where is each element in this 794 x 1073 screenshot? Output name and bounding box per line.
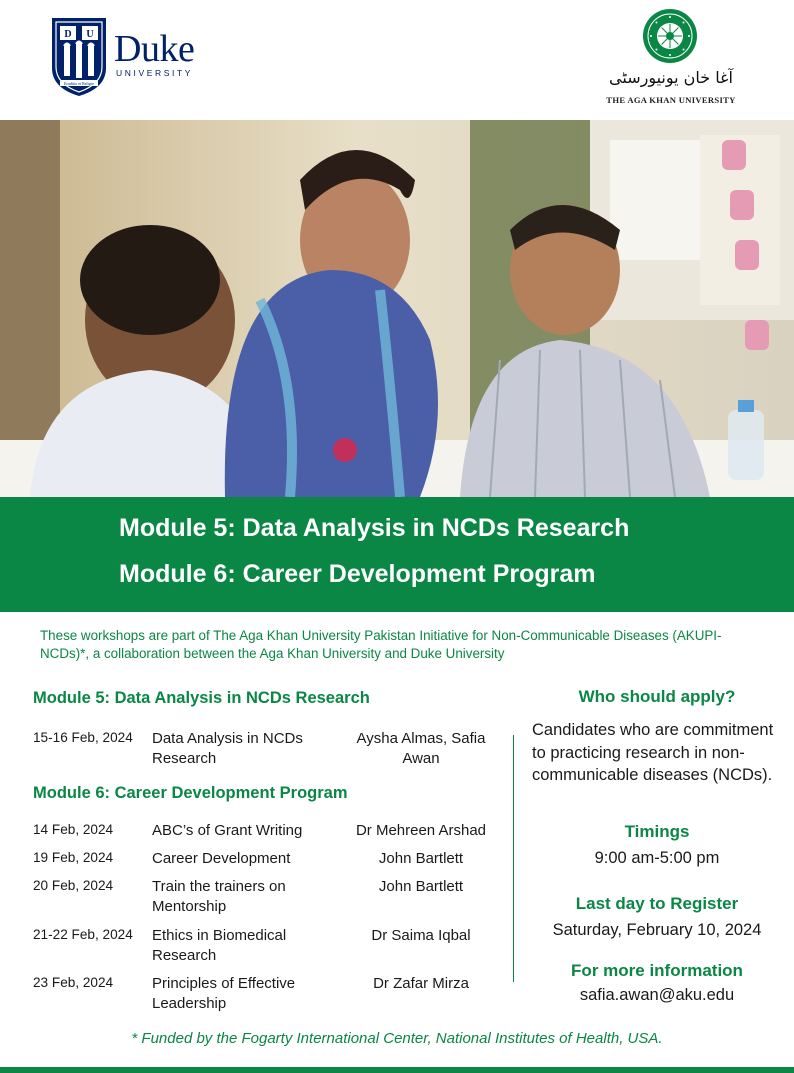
row-title: Career Development — [152, 850, 291, 867]
aku-english-name: THE AGA KHAN UNIVERSITY — [606, 95, 736, 105]
row-person: Dr Zafar Mirza — [373, 975, 469, 992]
svg-text:U: U — [86, 29, 94, 40]
aku-seal-icon — [642, 8, 698, 64]
row-title: ABC’s of Grant Writing — [152, 822, 303, 839]
workshop-photo — [0, 120, 794, 497]
row-date: 20 Feb, 2024 — [33, 878, 114, 893]
row-date: 21-22 Feb, 2024 — [33, 927, 133, 942]
row-person: John Bartlett — [378, 878, 464, 895]
funding-footnote: * Funded by the Fogarty International Center, National Institutes of Health, USA. — [131, 1030, 663, 1047]
row-person: John Bartlett — [378, 850, 464, 867]
timings-text: 9:00 am-5:00 pm — [594, 849, 720, 867]
title-band — [0, 497, 794, 612]
row-person: Dr Saima Iqbal — [371, 927, 471, 944]
row-title: Train the trainers on Mentorship — [152, 878, 286, 915]
timings-heading: Timings — [624, 822, 690, 841]
intro-text: These workshops are part of The Aga Khan University Pakistan Initiative for Non-Communicable Diseases (AKUPI-NCDs)*, a collaboration between the Aga Khan University and Duke University — [40, 628, 722, 661]
register-heading: Last day to Register — [575, 894, 739, 913]
module5-heading: Module 5: Data Analysis in NCDs Research — [33, 689, 370, 707]
header-logos — [0, 0, 794, 120]
more-info-heading: For more information — [571, 961, 743, 980]
duke-shield-icon — [50, 16, 108, 98]
row-date: 15-16 Feb, 2024 — [33, 730, 133, 745]
band-title-module5: Module 5: Data Analysis in NCDs Research — [119, 514, 630, 542]
bottom-bar — [0, 1067, 794, 1073]
duke-university-label: UNIVERSITY — [116, 68, 194, 78]
column-divider — [513, 735, 514, 982]
who-should-apply-text: Candidates who are commitment to practicing research in non-communicable diseases (NCDs). — [532, 721, 774, 784]
row-date: 14 Feb, 2024 — [33, 822, 114, 837]
aku-logo — [596, 8, 746, 112]
row-title: Ethics in Biomedical Research — [152, 927, 287, 964]
who-should-apply-heading: Who should apply? — [578, 687, 736, 706]
row-person: Aysha Almas, Safia Awan — [356, 730, 486, 767]
svg-text:Eruditio et Religio: Eruditio et Religio — [64, 81, 94, 86]
band-title-module6: Module 6: Career Development Program — [119, 560, 596, 588]
contact-email: safia.awan@aku.edu — [579, 986, 735, 1004]
duke-wordmark: Duke — [114, 28, 195, 70]
row-date: 23 Feb, 2024 — [33, 975, 114, 990]
row-date: 19 Feb, 2024 — [33, 850, 114, 865]
duke-logo — [50, 16, 210, 98]
workshop-photo-illustration — [0, 120, 794, 497]
row-person: Dr Mehreen Arshad — [355, 822, 487, 839]
register-date: Saturday, February 10, 2024 — [552, 921, 762, 939]
row-title: Principles of Effective Leadership — [152, 975, 296, 1012]
aku-urdu-name: آغا خان یونیورسٹی — [609, 68, 733, 87]
module6-heading: Module 6: Career Development Program — [33, 784, 348, 802]
svg-text:D: D — [64, 29, 72, 40]
row-title: Data Analysis in NCDs Research — [152, 730, 303, 767]
